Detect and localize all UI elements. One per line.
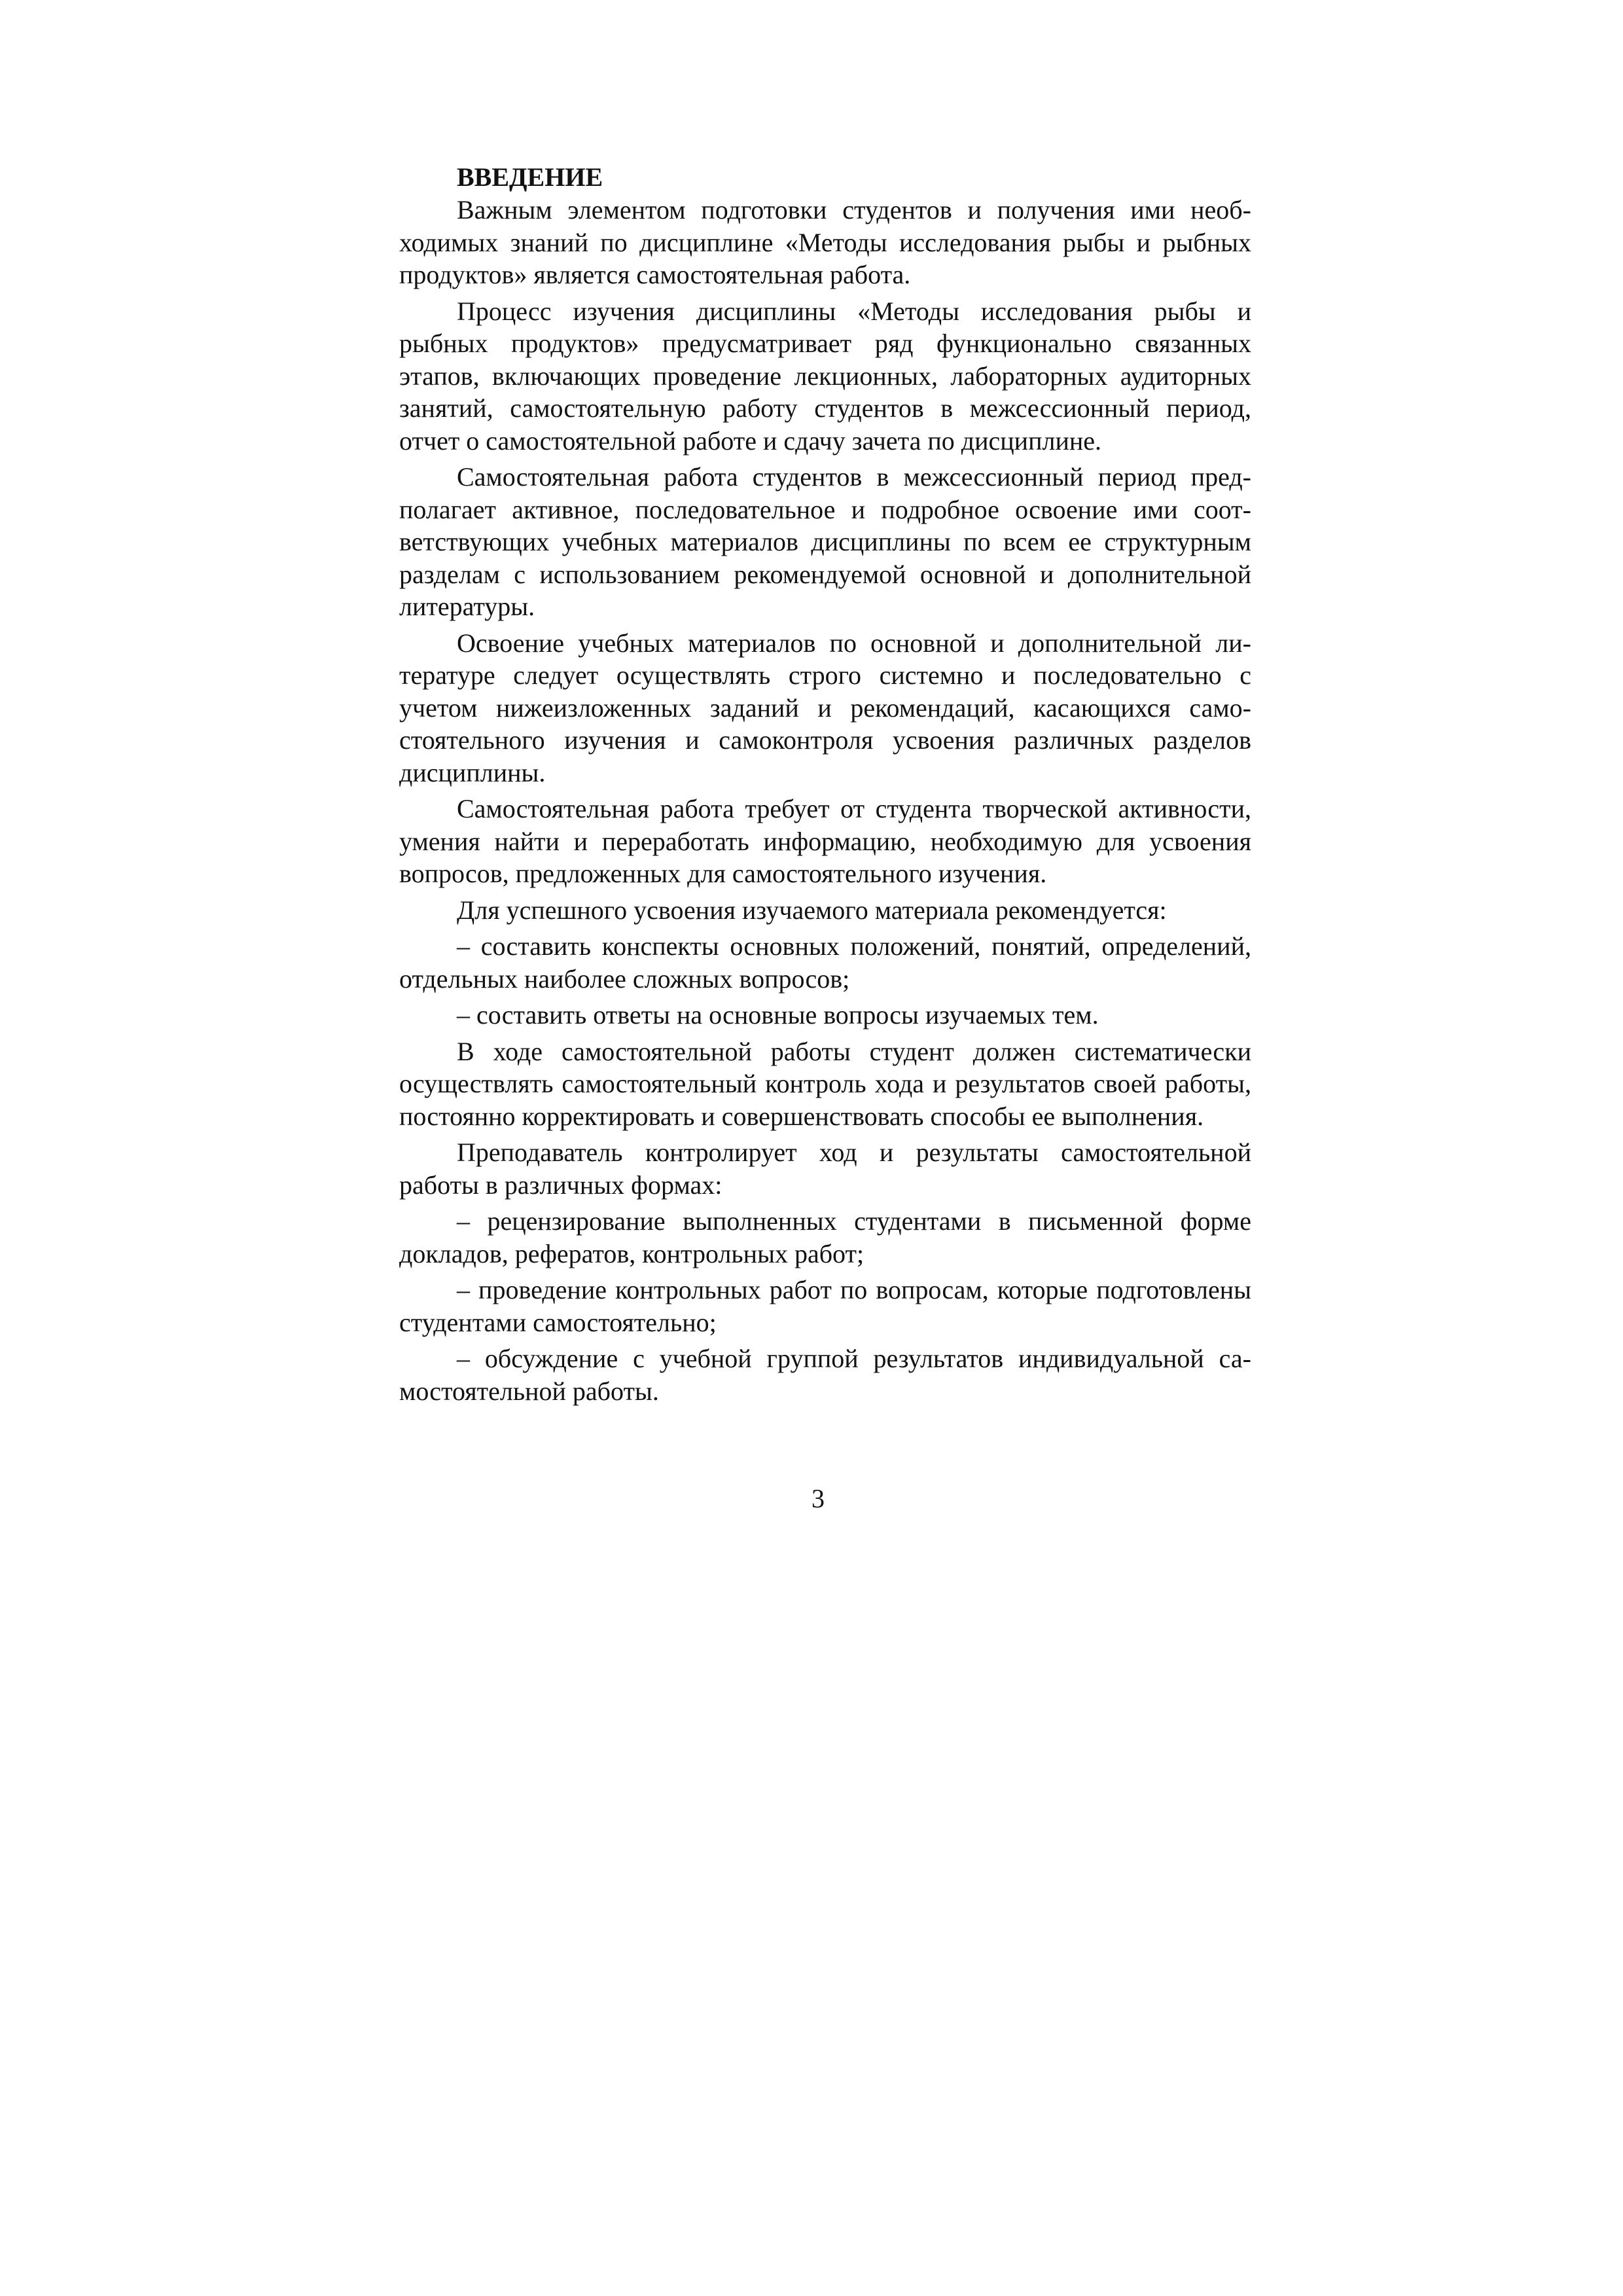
paragraph-5: Самостоятельная работа требует от студента творческой активности, умения найти и переработать информацию, необходимую для усвоения вопросов, предложенных для самостоятельного изучения.: [399, 794, 1251, 888]
list-item-4: – проведение контрольных работ по вопросам, которые подготовлены студентами самостоятельно;: [399, 1275, 1251, 1337]
list-item-2: – составить ответы на основные вопросы изучаемых тем.: [457, 1000, 1099, 1030]
paragraph-3: Самостоятельная работа студентов в межсессионный период предполагает активное, последовательное и подробное освоение ими соответствующих учебных материалов дисциплины по всем ее структурным разделам с использованием рекомендуемой основной и дополнительной литературы.: [399, 462, 1251, 621]
list-item-1: – составить конспекты основных положений, понятий, определений, отдельных наиболее сложных вопросов;: [399, 931, 1251, 994]
page-number: 3: [812, 1484, 825, 1513]
paragraph-6: Для успешного усвоения изучаемого материала рекомендуется:: [457, 895, 1167, 925]
paragraph-8: Преподаватель контролирует ход и результаты самостоятельной работы в различных формах:: [399, 1138, 1251, 1200]
section-heading: ВВЕДЕНИЕ: [457, 162, 603, 192]
paragraph-1: Важным элементом подготовки студентов и получения ими необходимых знаний по дисциплине «Методы исследования рыбы и рыбных продуктов» является самостоятельная работа.: [399, 195, 1251, 289]
document-body: [399, 161, 1251, 1411]
paragraph-2: Процесс изучения дисциплины «Методы исследования рыбы и рыбных продуктов» предусматривает ряд функционально связанных этапов, включающих проведение лекционных, лабораторных аудиторных занятий, самостоятельную работу студентов в межсессионный период, отчет о самостоятельной работе и сдачу зачета по дисциплине.: [399, 296, 1251, 456]
list-item-3: – рецензирование выполненных студентами в письменной форме докладов, рефератов, контрольных работ;: [399, 1206, 1251, 1268]
paragraph-4: Освоение учебных материалов по основной и дополнительной литературе следует осуществлять строго системно и последовательно с учетом нижеизложенных заданий и рекомендаций, касающихся самостоятельного изучения и самоконтроля усвоения различных разделов дисциплины.: [399, 628, 1251, 787]
paragraph-7: В ходе самостоятельной работы студент должен систематически осуществлять самостоятельный контроль хода и результатов своей работы, постоянно корректировать и совершенствовать способы ее выполнения.: [399, 1036, 1251, 1131]
list-item-5: – обсуждение с учебной группой результатов индивидуальной самостоятельной работы.: [399, 1344, 1251, 1406]
